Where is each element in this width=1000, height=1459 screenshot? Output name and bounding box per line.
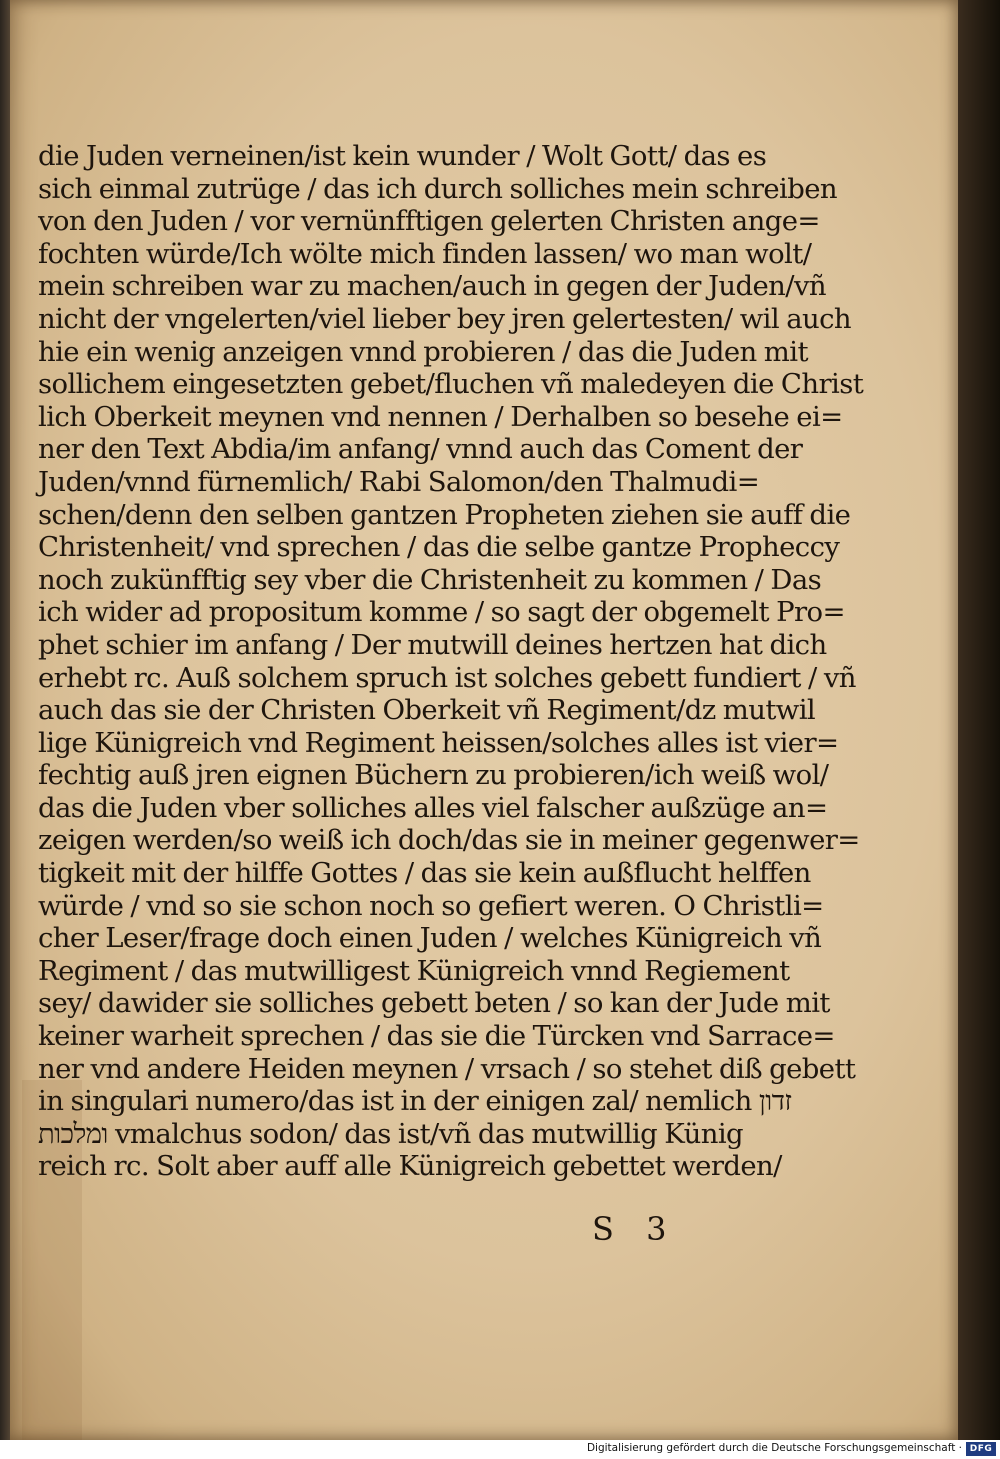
right-book-edge: [958, 0, 1000, 1440]
text-line: lich Oberkeit meynen vnd nennen / Derhalben so besehe ei=: [38, 400, 843, 433]
text-line: ומלכות vmalchus sodon/ das ist/vñ das mutwillig Künig: [38, 1117, 744, 1150]
text-line: Juden/vnnd fürnemlich/ Rabi Salomon/den Thalmudi=: [38, 465, 760, 498]
text-line: noch zukünfftig sey vber die Christenheit zu kommen / Das: [38, 563, 822, 596]
text-line: lige Künigreich vnd Regiment heissen/solches alles ist vier=: [38, 726, 839, 759]
text-line: ner den Text Abdia/im anfang/ vnnd auch das Coment der: [38, 433, 803, 466]
text-line: würde / vnd so sie schon noch so gefiert weren. O Christli=: [38, 889, 824, 922]
text-line: das die Juden vber solliches alles viel falscher außzüge an=: [38, 791, 828, 824]
text-line: cher Leser/frage doch einen Juden / welches Künigreich vñ: [38, 922, 822, 955]
text-line: ner vnd andere Heiden meynen / vrsach / so stehet diß gebett: [38, 1052, 856, 1085]
text-line: zeigen werden/so weiß ich doch/das sie in meiner gegenwer=: [38, 824, 860, 857]
text-line: Regiment / das mutwilligest Künigreich vnnd Regiement: [38, 954, 790, 987]
text-line: mein schreiben war zu machen/auch in gegen der Juden/vñ: [38, 270, 826, 303]
text-line: erhebt rc. Auß solchem spruch ist solches gebett fundiert / vñ: [38, 661, 856, 694]
signature-mark: S 3: [592, 1210, 667, 1248]
footer-bar: [0, 1440, 1000, 1459]
text-line: ich wider ad propositum komme / so sagt der obgemelt Pro=: [38, 596, 845, 629]
text-line: tigkeit mit der hilffe Gottes / das sie kein außflucht helffen: [38, 857, 811, 890]
text-line: phet schier im anfang / Der mutwill deines hertzen hat dich: [38, 628, 827, 661]
text-line: von den Juden / vor vernünfftigen gelerten Christen ange=: [38, 205, 820, 238]
text-line: sey/ dawider sie solliches gebett beten / so kan der Jude mit: [38, 987, 830, 1020]
text-line: die Juden verneinen/ist kein wunder / Wolt Gott/ das es: [38, 140, 767, 172]
text-line: fechtig auß jren eignen Büchern zu probieren/ich weiß wol/: [38, 759, 829, 792]
text-line: Christenheit/ vnd sprechen / das die selbe gantze Propheccy: [38, 531, 840, 564]
text-line: keiner warheit sprechen / das sie die Türcken vnd Sarrace=: [38, 1020, 835, 1053]
text-line: sich einmal zutrüge / das ich durch solliches mein schreiben: [38, 172, 838, 205]
text-line: auch das sie der Christen Oberkeit vñ Regiment/dz mutwil: [38, 694, 816, 727]
funding-note: Digitalisierung gefördert durch die Deutsche Forschungsgemeinschaft ·: [586, 1442, 962, 1454]
text-line: in singulari numero/das ist in der einigen zal/ nemlich זדון: [38, 1085, 792, 1118]
text-line: schen/denn den selben gantzen Propheten ziehen sie auff die: [38, 498, 851, 531]
text-line: fochten würde/Ich wölte mich finden lassen/ wo man wolt/: [38, 237, 812, 270]
page-text-block: [38, 140, 864, 1183]
text-line: sollichem eingesetzten gebet/fluchen vñ maledeyen die Christ: [38, 368, 864, 401]
text-line: hie ein wenig anzeigen vnnd probieren / das die Juden mit: [38, 335, 808, 368]
text-line: nicht der vngelerten/viel lieber bey jren gelertesten/ wil auch: [38, 302, 852, 335]
text-line: reich rc. Solt aber auff alle Künigreich gebettet werden/: [38, 1150, 782, 1183]
dfg-logo[interactable]: DFG: [966, 1442, 996, 1456]
